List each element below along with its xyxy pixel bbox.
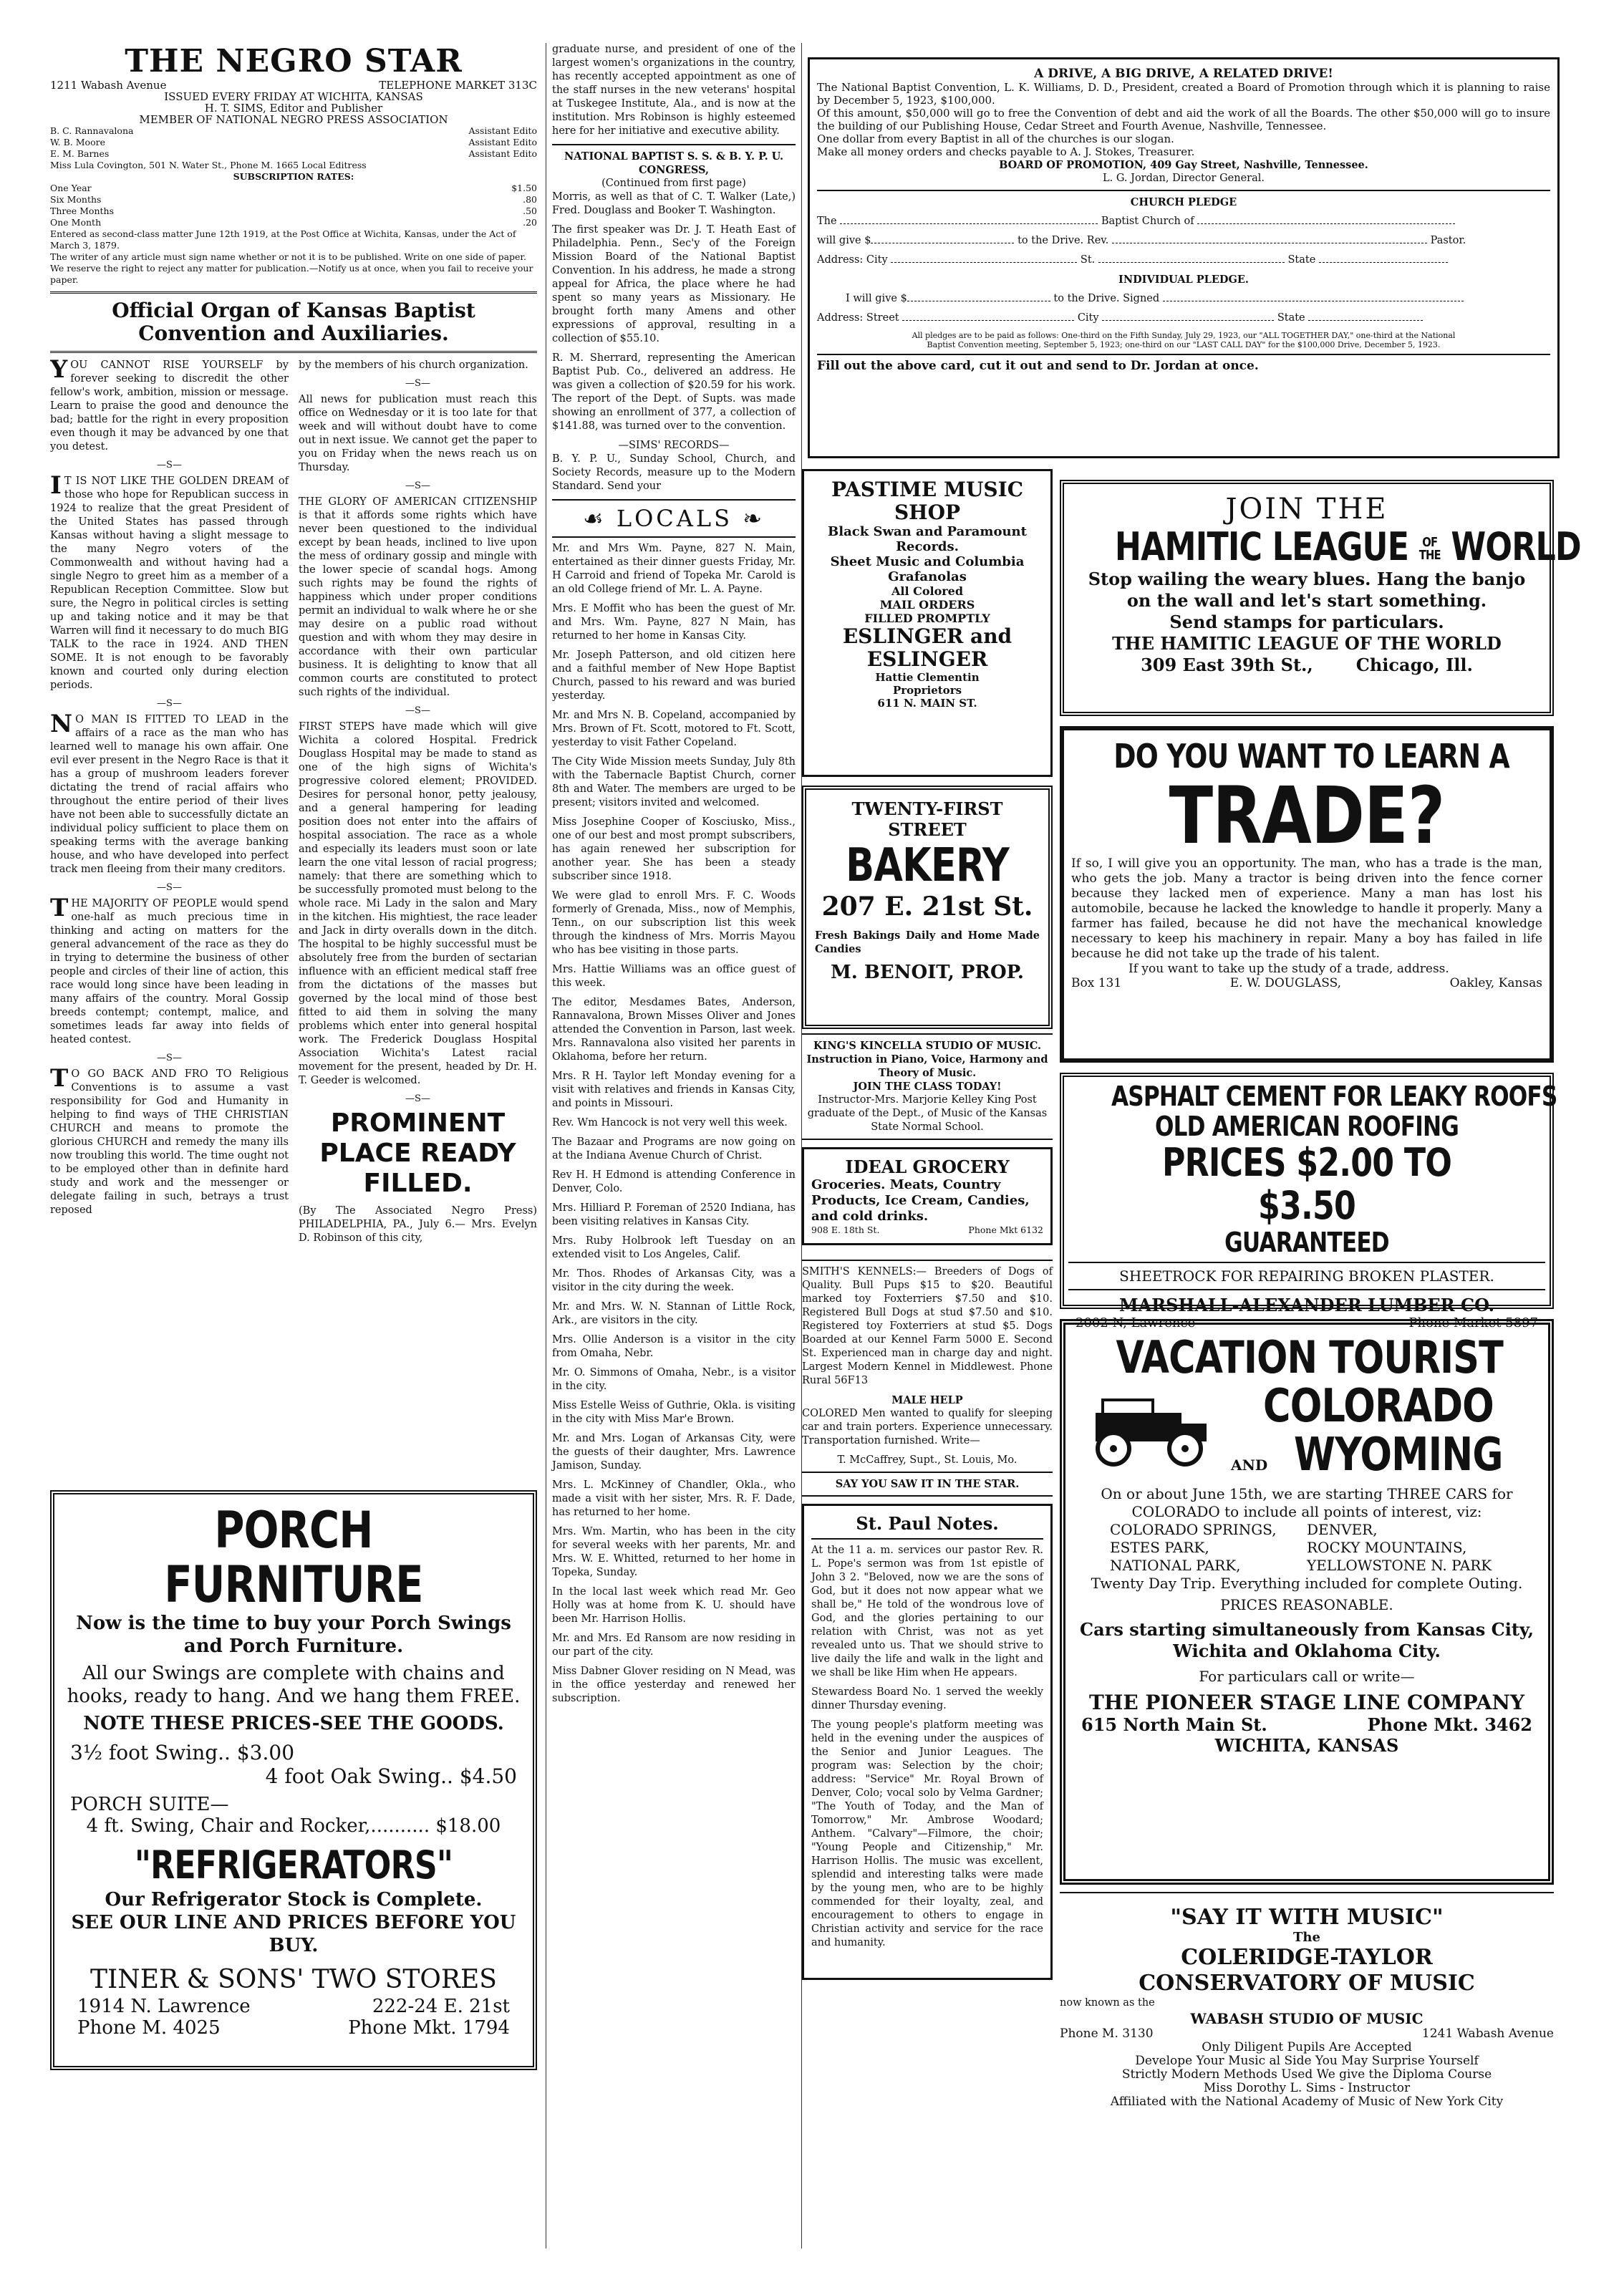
vacation-colorado: COLORADO [1263, 1380, 1494, 1433]
pastime-music-ad [802, 469, 1053, 777]
grocery-body: Groceries. Meats, Country Products, Ice Cream, Candies, and cold drinks. [811, 1177, 1030, 1224]
hamitic-title: HAMITIC LEAGUE OF THE WORLD [1114, 524, 1581, 569]
male-help-body: COLORED Men wanted to qualify for sleeping car and train porters. Experience unnecessary. Transportation furnished. Write— [802, 1408, 1053, 1446]
porch-line: All our Swings are complete with chains and hooks, ready to hang. And we hang them FREE. [67, 1663, 521, 1707]
robinson-story: graduate nurse, and president of one of the largest women's organizations in the country, has recently accepted appointment as one of the staff nurses in the new veterans' hospital at Tuskegee Institute, Ala., and is now at the institution. Mrs Robinson is highly esteemed here for her initiative and executive ability. [552, 44, 796, 137]
vacation-title: VACATION TOURIST [1116, 1331, 1503, 1383]
drive-pledge-box [808, 57, 1560, 458]
editorial-paragraph: by the members of his church organization. [299, 359, 528, 371]
column-1 [50, 43, 537, 2070]
bakery-sub: Fresh Bakings Daily and Home Made Candies [815, 929, 1040, 955]
vacation-call: For particulars call or write— [1199, 1668, 1415, 1685]
porch-title: PORCH FURNITURE [164, 1501, 423, 1614]
grocery-address: 908 E. 18th St. [811, 1224, 880, 1235]
editorial-paragraph: N O MAN IS FITTED TO LEAD in the affairs of a race as the man who has learned well to manage his own affair. One evil ever present in the Negro Race is that it has a group of mushroom leaders forever dictating the trend of racial affairs who throughout the entire period of their lives have not been able to successfully dictate an individual policy sufficient to place them on speaking terms with the average banking house, and who have developed into perfect track men fleeing from their many creditors. [50, 710, 289, 875]
drive-title: A DRIVE, A BIG DRIVE, A RELATED DRIVE! [1034, 67, 1333, 81]
church-address-line: Address: City St. State [817, 253, 1550, 267]
local-item: Mrs. E Moffit who has been the guest of Mr. and Mrs. Wm. Payne, 827 N Main, has returned to her home in Kansas City. [552, 603, 796, 642]
church-city-field[interactable] [891, 262, 1077, 263]
stpaul-paragraph: Stewardess Board No. 1 served the weekly dinner Thursday evening. [811, 1686, 1043, 1711]
editorial-paragraph: All news for publication must reach this office on Wednesday or it is too late for that week and will without doubt have to come out in next issue. We cannot get the paper to you on Friday when the news reach us on Thursday. [299, 394, 537, 473]
editorial-left: YOU CANNOT RISE YOURSELF by forever seeking to discredit the other fellow's work, ambition, mission or message. Learn to praise the good and denounce the bad; battle for the right in every proposition even though it may be advanced by one that you detest. —S— I T IS NOT LIKE THE GOLDEN DREAM of those who hope for Republican success in 1924 to realize that the great President of the United States has passed through Kansas without having a slight message to the many Negro voters of the Commonwealth and without having had a single Negro to greet him as a member of a Republican Reception Committee. Slow but sure, the Negro in political circles is setting up and taking notice and it may be that Warren will find it necessary to do much BIG TALK to the race in 1924. AND THEN SOME. It is not enough to be favorably known and courted only during election periods. —S— N O MAN IS FITTED TO LEAD in the affairs of a race as the man who has learned well to manage his own affair. One evil ever present in the Negro Race is that it has a group of mushroom leaders forever dictating the trend of racial affairs who throughout the entire period of their lives have not been able to successfully dictate an individual policy sufficient to place them on speaking terms with the average banking house, and who have developed into perfect track men fleeing from their many creditors. —S— THE MAJORITY OF PEOPLE would spend one-half as much precious time in thinking and acting on matters for the general advancement of the race as they do in trying to determine the business of other people and circles of their line of action, this race would long since have been leading in many affairs of the country. Moral Gossip breeds contempt; contempt, malice, and sometimes leads far away into fields of heated contest. —S— T O GO BACK AND FRO TO Religious Conventions is to assume a vast responsibility for God and Humanity in helping to find ways of THE CHRISTIAN CHURCH and means to promote the glorious CHURCH and remedy the many ills now troubling this world. The time ought not to be employed other than in definite hard study and work and the messenger or delegate failing in such, betrays a trust reposed [50, 359, 289, 1216]
official-organ-heading: Official Organ of Kansas Baptist Convention and Auxiliaries. [112, 299, 475, 345]
masthead-editor: H. T. SIMS, Editor and Publisher [204, 102, 383, 115]
local-item: Mrs. Ollie Anderson is a visitor in the city from Omaha, Nebr. [552, 1334, 796, 1359]
music-line: Affiliated with the National Academy of Music of New York City [1110, 2095, 1504, 2109]
male-help-signature: T. McCaffrey, Supt., St. Louis, Mo. [837, 1454, 1018, 1466]
masthead-phone: TELEPHONE MARKET 313C [379, 79, 537, 92]
masthead-issued: ISSUED EVERY FRIDAY AT WICHITA, KANSAS [164, 90, 423, 103]
vacation-wyoming: WYOMING [1294, 1429, 1503, 1482]
editorial-right: by the members of his church organization. —S— All news for publication must reach this office on Wednesday or it is too late for that week and will without doubt have to come out in next issue. We cannot get the paper to you on Friday when the news reach us on Thursday. —S— THE GLORY OF AMERICAN CITIZENSHIP is that it affords some rights which have never been questioned to the individual except by bean heads, inclined to live upon the mess of ordinary gossip and mingle with the lower specie of scandal hogs. Among such rights may be found the rights of happiness which under proper conditions permit an individual to walk where he or she may desire on a public road without question and with whom they may desire in accordance with their own particular business. It is delighting to know that all common courts are constituted to protect such rights of the individual. —S— FIRST STEPS have made which will give Wichita a colored Hospital. Fredrick Douglass Hospital may be made to stand as one of the high signs of Wichita's progressive colored element; PROVIDED. Desires for personal honor, petty jealousy, and a general hampering for leading position does not enter into the affairs of hospital association. The race as a whole and especially its leaders must soon or late learn the one vital lesson of racial progress; namely: that there are something which to be successfully promoted must belong to the whole race. Mi Lady in the salon and Mary in the kitchen. His mightiest, the race leader and Jack in dirty overalls down in the ditch. The hospital to be highly successful must be absolutely free from the burden of sectarian influence with an efficient medical staff free from the dictations of the masses but governed by the local mind of those best fitted to aid them in solving the many problems which enter into general hospital work. The Frederick Douglass Hospital Association Wichita's Latest racial movement for the present, headed by Dr. H. T. Geeder is welcomed. —S— PROMINENT PLACE READY FILLED. (By The Associated Negro Press) PHILADELPHIA, PA., July 6.— Mrs. Evelyn D. Robinson of this city, [299, 359, 537, 1244]
nbsb-paragraph: R. M. Sherrard, representing the American Baptist Pub. Co., delivered an address. He was given a collection of $20.59 for his work. The report of the Dept. of Supts. was made showing an enrollment of 377, a collection of $141.88, was turned over to the convention. [552, 352, 796, 432]
church-pledge-heading: CHURCH PLEDGE [1130, 196, 1237, 208]
tiner-stores: TINER & SONS' TWO STORES [90, 1965, 497, 1994]
column-3 [802, 469, 1053, 1980]
local-item: Miss Estelle Weiss of Guthrie, Okla. is visiting in the city with Miss Mar'e Brown. [552, 1400, 796, 1425]
porch-line: Now is the time to buy your Porch Swings and Porch Furniture. [76, 1613, 511, 1657]
local-item: Mrs. Hilliard P. Foreman of 2520 Indiana, has been visiting relatives in Kansas City. [552, 1202, 796, 1227]
local-item: The Bazaar and Programs are now going on at the Indiana Avenue Church of Christ. [552, 1136, 796, 1161]
trade-box: Box 131 [1071, 976, 1122, 990]
vacation-trip: Twenty Day Trip. Everything included for complete Outing. [1091, 1575, 1523, 1592]
subscription-heading: SUBSCRIPTION RATES: [233, 171, 354, 182]
ideal-grocery-ad [802, 1147, 1053, 1245]
drive-fine-print: All pledges are to be paid as follows: One-third on the Fifth Sunday, July 29, 1923, our "ALL TOGETHER DAY," one-third at the National Baptist Convention meeting, September 5, 1923; one-third on our "LAST CALL DAY" for the $100,000 Drive, December 5, 1923. [912, 331, 1456, 349]
drive-body: Of this amount, $50,000 will go to free the Convention of debt and aid the work of all the Boards. The other $50,000 will go to insure the building of our Publishing House, Cedar Street and Fourth Avenue, Nashville, Tennessee. [817, 107, 1550, 132]
church-amount-line: will give $ to the Drive. Rev. Pastor. [817, 235, 1466, 246]
drive-body: The National Baptist Convention, L. K. Williams, D. D., President, created a Board of Promotion through which it is planning to raise by December 5, 1923, $100,000. [817, 81, 1550, 107]
local-item: Mr. and Mrs. Ed Ransom are now residing in our part of the city. [552, 1633, 796, 1658]
pastime-props: Proprietors [892, 684, 962, 697]
local-item: Mrs. Hattie Williams was an office guest of this week. [552, 964, 796, 989]
bakery-title: BAKERY [846, 839, 1009, 892]
pastime-name: ESLINGER and ESLINGER [842, 624, 1012, 671]
stpaul-notes [802, 1504, 1053, 1980]
pastime-mail: MAIL ORDERS FILLED PROMPTLY [864, 598, 990, 625]
local-item: The editor, Mesdames Bates, Anderson, Rannavalona, Brown Misses Oliver and Jones attended the Convention in Parson, last week. Mrs. Rannavalona also visited her parents in Oklahoma, before her return. [552, 997, 796, 1063]
drive-director: L. G. Jordan, Director General. [1103, 173, 1265, 184]
music-known: now known as the [1060, 1997, 1155, 2009]
masthead-address: 1211 Wabash Avenue [50, 79, 167, 92]
asphalt-phone: Phone Market 5897 [1408, 1315, 1538, 1330]
asphalt-line: SHEETROCK FOR REPAIRING BROKEN PLASTER. [1119, 1267, 1494, 1285]
male-help-title: MALE HELP [891, 1394, 963, 1406]
music-line: Strictly Modern Methods Used We give the Diploma Course [1121, 2067, 1492, 2082]
music-wabash: WABASH STUDIO OF MUSIC [1190, 2010, 1424, 2027]
local-item: Mr. and Mrs. W. N. Stannan of Little Rock, Ark., are visitors in the city. [552, 1301, 796, 1326]
sims-records-heading: —SIMS' RECORDS— [618, 440, 730, 451]
bakery-ad [802, 786, 1053, 1029]
local-item: Mr. and Mrs. Logan of Arkansas City, were the guests of their daughter, Mrs. Lawrence Jamison, Sunday. [552, 1433, 796, 1472]
asphalt-lumber: MARSHALL-ALEXANDER LUMBER CO. [1119, 1295, 1494, 1315]
refrig-line: Our Refrigerator Stock is Complete. [105, 1889, 483, 1910]
editorial-columns [50, 359, 537, 1483]
store-phone: Phone M. 4025 [77, 2017, 221, 2039]
staff-row: B. C. Rannavalona Assistant Edito [50, 125, 537, 136]
local-item: Mr. O. Simmons of Omaha, Nebr., is a visitor in the city. [552, 1367, 796, 1392]
trade-question: DO YOU WANT TO LEARN A [1113, 737, 1509, 776]
pastime-line: All Colored [891, 584, 964, 598]
music-line: Miss Dorothy L. Sims - Instructor [1203, 2081, 1411, 2095]
vacation-city: WICHITA, KANSAS [1214, 1735, 1399, 1756]
hamitic-line: Stop wailing the weary blues. Hang the banjo on the wall and let's start something. [1088, 569, 1526, 611]
masthead-member: MEMBER OF NATIONAL NEGRO PRESS ASSOCIATION [139, 113, 448, 126]
church-location-field[interactable] [1197, 223, 1455, 224]
store-phone: Phone Mkt. 1794 [348, 2017, 510, 2039]
editorial-paragraph: THE GLORY OF AMERICAN CITIZENSHIP is that it affords some rights which have never been questioned to the individual except by bean heads, inclined to live upon the mess of ordinary gossip and mingle with the lower specie of scandal hogs. Among such rights may be found the rights of happiness which under proper conditions permit an individual to walk where he or she may desire on a public road without question and with whom they may desire in accordance with their own particular business. It is delighting to know that all common courts are constituted to protect such rights of the individual. [299, 496, 537, 698]
hamitic-join: JOIN THE [1225, 493, 1388, 526]
music-name: COLERIDGE-TAYLOR CONSERVATORY OF MUSIC [1139, 1945, 1475, 1996]
grocery-title: IDEAL GROCERY [845, 1156, 1010, 1177]
rate-row: Three Months .50 [50, 206, 537, 216]
local-item: In the local last week which read Mr. Geo Holly was at home from K. U. should have been Mr. Harrison Hollis. [552, 1586, 796, 1625]
individual-city-field[interactable] [1102, 320, 1274, 321]
local-item: Mr. Thos. Rhodes of Arkansas City, was a visitor in the city during the week. [552, 1268, 796, 1293]
music-line: Develope Your Music al Side You May Surprise Yourself [1135, 2054, 1479, 2068]
drive-body: Make all money orders and checks payable to A. J. Stokes, Treasurer. [817, 145, 1195, 158]
trade-ad [1060, 726, 1554, 1063]
editorial-paragraph: THE MAJORITY OF PEOPLE would spend one-half as much precious time in thinking and acting on matters for the general advancement of the race as they do in trying to determine the business of other people and circles of their line of action, this race would long since have been leading in many affairs of the country. Moral Gossip breeds contempt; contempt, malice, and sometimes leads far away into fields of heated contest. [50, 894, 289, 1045]
touring-car-icon [1074, 1391, 1217, 1470]
local-editor: Miss Lula Covington, 501 N. Water St., Phone M. 1665 Local Editress [50, 160, 367, 170]
hamitic-league-ad [1060, 480, 1581, 716]
hamitic-city: Chicago, Ill. [1355, 654, 1473, 675]
vacation-places: COLORADO SPRINGS, DENVER, ESTES PARK, ROCKY MOUNTAINS, NATIONAL PARK, YELLOWSTONE N. PARK [1110, 1521, 1492, 1574]
music-address: 1241 Wabash Avenue [1421, 2026, 1554, 2041]
individual-pledge-heading: INDIVIDUAL PLEDGE. [1118, 274, 1249, 286]
local-item: Miss Josephine Cooper of Kosciusko, Miss., one of our best and most prompt subscribers, has again renewed her subscription for another year. She has been a steady subscriber since 1918. [552, 816, 796, 882]
music-phone: Phone M. 3130 [1060, 2026, 1154, 2041]
hamitic-address: 309 East 39th St., [1141, 654, 1313, 675]
asphalt-ad [1060, 1073, 1557, 1330]
trade-body: If so, I will give you an opportunity. The man, who has a trade is the man, who gets the job. Many a tractor is being driven into the fence corner because they lacked men of experience. Many a man has lost his automobile, because he lacked the knowledge to handle it properly. Many a farmer has failed, because he did not have the mechanical knowledge necessary to keep his machinery in repair. Many a boy has failed in life because he did not take up the trade of his talent. [1071, 856, 1542, 961]
store-address: 1914 N. Lawrence [77, 1996, 251, 2017]
prominent-dateline: (By The Associated Negro Press) PHILADELPHIA, PA., July 6.— Mrs. Evelyn D. Robinson of this city, [299, 1205, 537, 1244]
local-item: The City Wide Mission meets Sunday, July 8th with the Tabernacle Baptist Church, corner 8th and Water. The members are urged to be present; visitors invited and welcomed. [552, 756, 796, 808]
individual-street-field[interactable] [902, 320, 1074, 321]
local-item: Mr. Joseph Patterson, and old citizen here and a faithful member of New Hope Baptist Church, passed to his reward and was buried yesterday. [552, 649, 796, 702]
nbsb-continued: (Continued from first page) [601, 178, 746, 189]
porch-suite-line: 4 ft. Swing, Chair and Rocker,.......... $18.00 [86, 1815, 501, 1837]
asphalt-prices: PRICES $2.00 TO $3.50 [1161, 1140, 1452, 1228]
nbsb-paragraph: B. Y. P. U., Sunday School, Church, and Society Records, measure up to the Modern Standard. Send your [552, 453, 796, 492]
local-item: Mrs. Wm. Martin, who has been in the city for several weeks with her parents, Mr. and Mrs. W. E. Whitted, returned to her home in Topeka, Sunday. [552, 1526, 796, 1578]
refrigerators-heading: "REFRIGERATORS" [134, 1842, 453, 1888]
asphalt-line: GUARANTEED [1224, 1227, 1389, 1258]
trade-body2: If you want to take up the study of a trade, address. [1128, 962, 1449, 976]
local-item: Miss Dabner Glover residing on N Mead, was in the office yesterday and renewed her subscription. [552, 1666, 796, 1704]
pastime-title: PASTIME MUSIC SHOP [831, 478, 1023, 524]
conservatory-ad [1060, 1905, 1554, 2109]
individual-amount-line: I will give $ to the Drive. Signed [846, 292, 1550, 306]
stpaul-paragraph: The young people's platform meeting was held in the evening under the auspices of the Senior and Junior Leagues. The program was: Selection by the choir; address: "Service" Mr. Royal Brown of Denver, Colo; vocal solo by Velma Gardner; "The Youth of Today, and the Man of Tomorrow," Mr. Ambrose Woodard; Anthem. "Calvary"—Filmore, the choir; "Young People and Citizenship," Mr. Harrison Hollis. The music was excellent, splendid and interesting talks were made by the young men, who are to be highly commended for their loyalty, zeal, and encouragement to others to engage in Christian activity and service for the race and humanity. [811, 1719, 1043, 1948]
entry-notice: Entered as second-class matter June 12th 1919, at the Post Office at Wichita, Kansas, under the Act of March 3, 1879. [50, 228, 516, 251]
church-state-field[interactable] [1319, 262, 1448, 263]
editorial-paragraph: FIRST STEPS have made which will give Wichita a colored Hospital. Fredrick Douglass Hospital may be made to stand as one of the high signs of Wichita's progressive colored element; PROVIDED. Desires for personal honor, petty jealousy, and a general hampering for leading position does not enter into the affairs of hospital association. The race as a whole and especially its leaders must soon or late learn the one vital lesson of racial progress; namely: that there are something which to be successfully promoted must belong to the whole race. Mi Lady in the salon and Mary in the kitchen. His mightiest, the race leader and Jack in dirty overalls down in the ditch. The hospital to be highly successful must be absolutely free from the burden of sectarian influence with an efficient medical staff free from the dictations of the masses but governed by the local mind of those best fitted to aid them in solving the many problems which enter into general hospital work. The Frederick Douglass Hospital Association Wichita's Latest racial movement for the present, headed by Dr. H. T. Geeder is welcomed. [299, 721, 537, 1086]
kings-body: Instruction in Piano, Voice, Harmony and Theory of Music. [806, 1053, 1048, 1079]
stpaul-title: St. Paul Notes. [856, 1513, 999, 1534]
trade-town: Oakley, Kansas [1449, 976, 1542, 990]
church-street-field[interactable] [1098, 262, 1285, 263]
kings-title: KING'S KINCELLA STUDIO OF MUSIC. [813, 1040, 1042, 1052]
drive-body: One dollar from every Baptist in all of the churches is our slogan. [817, 132, 1174, 145]
masthead [50, 43, 537, 286]
vacation-address: 615 North Main St. [1081, 1714, 1267, 1735]
pastime-line: Sheet Music and Columbia Grafanolas [830, 554, 1025, 584]
pastime-owner: Hattie Clementin [875, 671, 980, 684]
refrig-line: SEE OUR LINE AND PRICES BEFORE YOU BUY. [71, 1912, 516, 1956]
local-item: Mrs. R H. Taylor left Monday evening for a visit with relatives and friends in Kansas City, and points in Missouri. [552, 1071, 796, 1109]
church-pledge-line: The Baptist Church of [817, 215, 1550, 228]
porch-swing-2: 4 foot Oak Swing.. $4.50 [265, 1764, 517, 1788]
vacation-body: On or about June 15th, we are starting THREE CARS for COLORADO to include all points of interest, viz: [1101, 1485, 1513, 1520]
store-address: 222-24 E. 21st [372, 1996, 510, 2017]
nbsb-paragraph: Morris, as well as that of C. T. Walker (Late,) Fred. Douglass and Booker T. Washington. [552, 191, 796, 216]
column-4 [1060, 480, 1581, 2109]
drive-fill-out: Fill out the above card, cut it out and send to Dr. Jordan at once. [817, 359, 1259, 373]
pastime-address: 611 N. MAIN ST. [877, 697, 977, 710]
nbsb-paragraph: The first speaker was Dr. J. T. Heath East of Philadelphia. Penn., Sec'y of the Foreign Mission Board of the National Baptist Convention. In his address, he made a strong appeal for Africa, the place where he had spent so many years as Missionary. He brought forth many Amens and other expressions of approval, resulting in a collection of $55.10. [552, 224, 796, 344]
rate-row: Six Months .80 [50, 194, 537, 205]
music-say: "SAY IT WITH MUSIC" [1170, 1905, 1444, 1930]
pastime-line: Black Swan and Paramount Records. [828, 524, 1027, 554]
church-name-field[interactable] [840, 223, 1098, 224]
vacation-company: THE PIONEER STAGE LINE COMPANY [1089, 1691, 1524, 1714]
porch-line: NOTE THESE PRICES-SEE THE GOODS. [83, 1713, 504, 1734]
editorial-paragraph: I T IS NOT LIKE THE GOLDEN DREAM of those who hope for Republican success in 1924 to realize that the great President of the United States has passed through Kansas without having a slight message to the many Negro voters of the Commonwealth and without having had a single Negro to greet him as a member of a Republican Reception Committee. Slow but sure, the Negro in political circles is setting up and taking notice and it may be that Warren will find it necessary to do much BIG TALK to the race in 1924. AND THEN SOME. It is not enough to be favorably known and courted only during election periods. [50, 471, 289, 691]
hamitic-line: Send stamps for particulars. [1169, 612, 1444, 632]
bakery-address: 207 E. 21st St. [821, 892, 1033, 922]
editorial-paragraph: T O GO BACK AND FRO TO Religious Conventions is to assume a vast responsibility for God and Humanity in helping to find ways of THE CHRISTIAN CHURCH and means to promote the glorious CHURCH and remedy the many ills now troubling this world. The time ought not to be employed other than in definite hard study and work and the messenger or delegate failing in such, betrays a trust reposed [50, 1064, 289, 1216]
bakery-street: TWENTY-FIRST STREET [851, 798, 1003, 840]
vacation-prices: PRICES REASONABLE. [1220, 1596, 1393, 1613]
kings-body2: Instructor-Mrs. Marjorie Kelley King Post graduate of the Dept., of Music of the Kansas State Normal School. [807, 1094, 1048, 1133]
kennels-ad: SMITH'S KENNELS:— Breeders of Dogs of Quality. Bull Pups $15 to $20. Beautiful marked toy Foxterriers $7.50 and $10. Registered Bull Dogs at stud $7.50 and $10. Registered toy Foxterriers at stud $5. Dogs Boarded at our Kennel Farm 5000 E. Second St. Experienced man in charge day and night. Largest Modern Kennel in Middlewest. Phone Rural 56F13 [802, 1266, 1053, 1386]
local-item: We were glad to enroll Mrs. F. C. Woods formerly of Grenada, Miss., now of Memphis, Tenn., on our subscription list this week through the kindness of Mrs. Morris Mayou who has bee visiting in those parts. [552, 890, 796, 956]
local-item: Mr. and Mrs N. B. Copeland, accompanied by Mrs. Brown of Ft. Scott, motored to Ft. Scott, yesterday to visit Father Copeland. [552, 710, 796, 748]
column-2 [546, 43, 802, 2248]
individual-state-field[interactable] [1308, 320, 1423, 321]
vacation-cars: Cars starting simultaneously from Kansas City, Wichita and Oklahoma City. [1080, 1619, 1534, 1661]
grocery-phone: Phone Mkt 6132 [968, 1224, 1043, 1235]
vacation-phone: Phone Mkt. 3462 [1367, 1714, 1532, 1735]
editorial-paragraph: YOU CANNOT RISE YOURSELF by forever seeking to discredit the other fellow's work, ambition, mission or message. Learn to praise the good and denounce the bad; battle for the right in every proposition even though it may be advanced by one that you detest. [50, 359, 289, 453]
staff-row: W. B. Moore Assistant Edito [50, 137, 537, 148]
trade-name: E. W. DOUGLASS, [1229, 976, 1342, 990]
rate-row: One Month .20 [50, 217, 537, 228]
music-line: Only Diligent Pupils Are Accepted [1202, 2040, 1412, 2054]
porch-furniture-ad [50, 1490, 537, 2070]
individual-address-line: Address: Street City State [817, 311, 1550, 325]
asphalt-address: 2002 N, Lawrence [1076, 1315, 1196, 1330]
local-item: Rev H. H Edmond is attending Conference in Denver, Colo. [552, 1169, 796, 1194]
hamitic-line: THE HAMITIC LEAGUE OF THE WORLD [1112, 633, 1502, 654]
say-star: SAY YOU SAW IT IN THE STAR. [835, 1478, 1020, 1490]
vacation-tourist-ad [1060, 1319, 1554, 1885]
vacation-and: AND [1231, 1456, 1268, 1474]
trade-big: TRADE? [1169, 770, 1445, 861]
local-item: Rev. Wm Hancock is not very well this week. [552, 1117, 788, 1129]
prominent-headline: PROMINENT PLACE READY FILLED. [319, 1108, 516, 1198]
local-item: Mr. and Mrs Wm. Payne, 827 N. Main, entertained as their dinner guests Friday, Mr. H Carroid and friend of Topeka Mr. Carold is an old College friend of Mr. L. A. Payne. [552, 543, 796, 595]
rate-row: One Year $1.50 [50, 183, 537, 193]
paper-title: THE NEGRO STAR [125, 43, 463, 79]
asphalt-line: ASPHALT CEMENT FOR LEAKY ROOFS [1111, 1081, 1557, 1112]
porch-suite: PORCH SUITE— [70, 1794, 229, 1815]
local-item: Mrs. L. McKinney of Chandler, Okla., who made a visit with her sister, Mrs. R. F. Dade, has returned to her home. [552, 1479, 796, 1518]
locals-heading: ☙ LOCALS ❧ [582, 505, 765, 532]
staff-row: E. M. Barnes Assistant Edito [50, 148, 537, 159]
nbsb-heading: NATIONAL BAPTIST S. S. & B. Y. P. U. CONGRESS, [564, 150, 784, 176]
music-the: The [1293, 1930, 1320, 1945]
porch-swing-1: 3½ foot Swing.. $3.00 [70, 1741, 295, 1764]
drive-board: BOARD OF PROMOTION, 409 Gay Street, Nashville, Tennessee. [999, 159, 1368, 171]
local-item: Mrs. Ruby Holbrook left Tuesday on an extended visit to Los Angeles, Calif. [552, 1235, 796, 1260]
kings-join: JOIN THE CLASS TODAY! [853, 1081, 1002, 1093]
bakery-prop: M. BENOIT, PROP. [831, 962, 1024, 983]
asphalt-line: OLD AMERICAN ROOFING [1154, 1111, 1459, 1142]
writer-notice: The writer of any article must sign name whether or not it is to be published. Write on one side of paper. We reserve the right to reject any matter for publication.—Notify us at once, when you fail to receive your paper. [50, 251, 533, 285]
stpaul-paragraph: At the 11 a. m. services our pastor Rev. R. L. Pope's sermon was from 1st epistle of John 3 2. "Beloved, now we are the sons of God, but it does not now appear what we shall be," He told of the wondrous love of God, and the glories pertaining to our relation with Christ, was not as yet revealed unto us. That we should strive to live daily the life and walk in the light and we shall be like Him when He appears. [811, 1545, 1043, 1678]
